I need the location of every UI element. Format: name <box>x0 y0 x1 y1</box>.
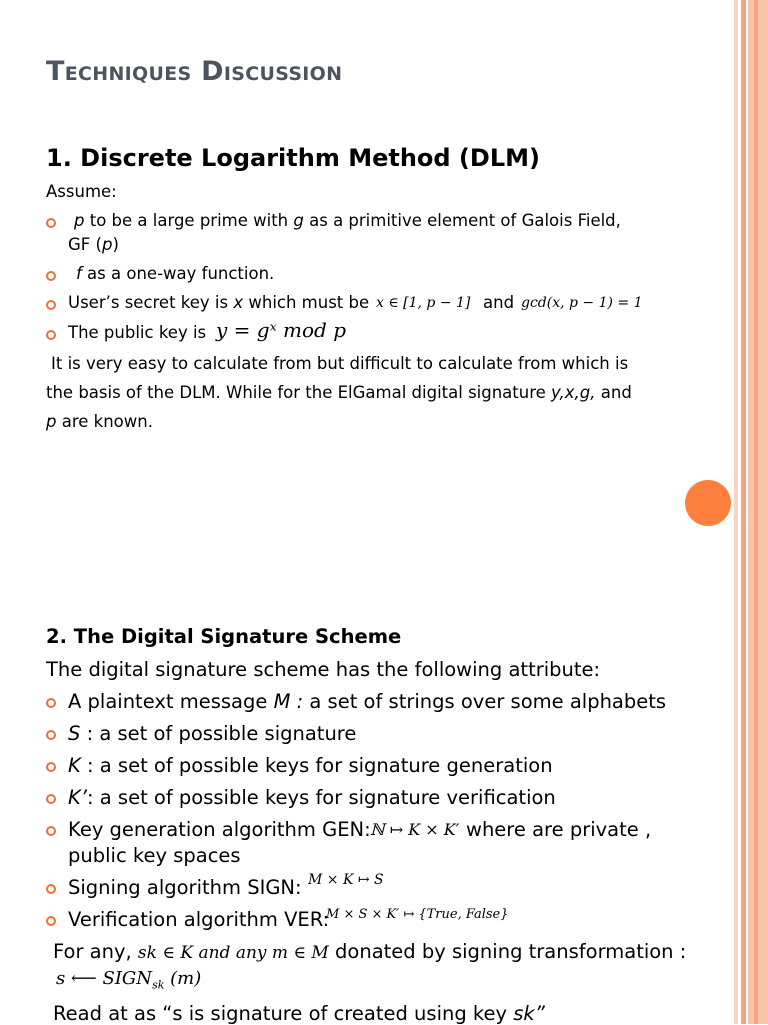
bullet-icon <box>46 826 56 836</box>
stripe-light-2 <box>748 0 768 1024</box>
text: to be a large prime with <box>84 211 294 230</box>
bullet-icon <box>46 794 56 804</box>
s1-para-line2 <box>46 383 632 402</box>
var-k-prime: K’ <box>68 786 87 809</box>
text: : a set of possible keys for signature verification <box>87 786 556 809</box>
and-label: and <box>483 293 515 312</box>
text: s ⟵ SIGN <box>56 968 153 989</box>
text: User’s secret key is <box>68 293 234 312</box>
math-gcd: gcd(x, p − 1) = 1 <box>521 295 643 311</box>
text: The public key is <box>68 323 207 342</box>
vars: y,x,g, <box>551 383 596 402</box>
s2-bullet-7: Verification algorithm VER: <box>68 908 330 931</box>
s2-bullet-4 <box>68 786 556 809</box>
section1-heading: 1. Discrete Logarithm Method (DLM) <box>46 144 540 172</box>
bullet-icon <box>46 916 56 926</box>
s2-bullet-2 <box>68 722 356 745</box>
math-for: sk ∈ K and any m ∈ M <box>137 943 329 963</box>
text: Key generation algorithm GEN: <box>68 818 371 841</box>
var-k: K <box>68 754 81 777</box>
stripe-light-1 <box>734 0 738 1024</box>
text: Read at as “s is signature of created using key <box>53 1002 514 1025</box>
text: and <box>595 383 632 402</box>
var-p: p <box>74 211 85 230</box>
bullet-icon <box>46 884 56 894</box>
s1-para-line1: It is very easy to calculate from but difficult to calculate from which is <box>51 354 629 373</box>
math-sign-transform <box>56 968 201 992</box>
s2-for-line <box>53 940 686 963</box>
bullet-icon <box>46 218 56 228</box>
var-p: p <box>101 235 113 254</box>
s1-bullet-2 <box>76 264 274 283</box>
slide-title: Techniques Discussion <box>46 56 343 87</box>
var-m: M : <box>273 690 304 713</box>
stripe-mid-2 <box>754 0 758 1024</box>
var-sk: sk” <box>513 1002 545 1025</box>
text: are known. <box>56 412 153 431</box>
s2-bullet-5-where: where are private , <box>466 818 652 841</box>
text: ) <box>112 235 119 254</box>
s2-bullet-5-cont: public key spaces <box>68 844 241 867</box>
subscript: sk <box>152 978 165 992</box>
s1-bullet-1 <box>74 211 621 230</box>
text: A plaintext message <box>68 690 274 713</box>
math-sign: M × K ↦ S <box>308 872 384 888</box>
assume-label: Assume: <box>46 182 117 201</box>
accent-circle <box>685 480 731 526</box>
s1-bullet-3 <box>68 293 369 312</box>
text: the basis of the DLM. While for the ElGamal digital signature <box>46 383 552 402</box>
var-f: f <box>76 264 82 283</box>
s2-bullet-3 <box>68 754 553 777</box>
bullet-icon <box>46 271 56 281</box>
s1-para-line3 <box>46 412 153 431</box>
s2-intro: The digital signature scheme has the following attribute: <box>46 658 601 681</box>
decorative-stripes <box>734 0 768 1024</box>
text: as a one-way function. <box>81 264 275 283</box>
bullet-icon <box>46 300 56 310</box>
bullet-icon <box>46 330 56 340</box>
s1-bullet-4 <box>68 323 206 342</box>
bullet-icon <box>46 730 56 740</box>
section2-heading: 2. The Digital Signature Scheme <box>46 625 402 648</box>
s2-bullet-6: Signing algorithm SIGN: <box>68 876 302 899</box>
stripe-mid-1 <box>741 0 746 1024</box>
text: For any, <box>53 940 138 963</box>
math-public-key: y = gˣ mod p <box>216 318 346 342</box>
math-ver: M × S × K′ ↦ {True, False} <box>326 907 509 922</box>
var-p: p <box>46 412 57 431</box>
math-gen: ℕ ↦ K × K′ <box>370 820 460 839</box>
s2-bullet-5 <box>68 818 371 841</box>
var-s: S <box>68 722 81 745</box>
text: donated by signing transformation : <box>328 940 687 963</box>
text: : a set of possible keys for signature generation <box>80 754 553 777</box>
var-x: x <box>233 293 244 312</box>
bullet-icon <box>46 762 56 772</box>
s2-read-line <box>53 1002 545 1025</box>
s1-bullet-1-cont <box>68 235 119 254</box>
text: (m) <box>164 968 202 989</box>
text: as a primitive element of Galois Field, <box>303 211 621 230</box>
math-x-range: x ∈ [1, p − 1] <box>376 295 471 311</box>
s2-bullet-1 <box>68 690 666 713</box>
text: which must be <box>243 293 370 312</box>
text: GF ( <box>68 235 102 254</box>
text: a set of strings over some alphabets <box>303 690 667 713</box>
var-g: g <box>293 211 304 230</box>
text: : a set of possible signature <box>80 722 357 745</box>
bullet-icon <box>46 698 56 708</box>
